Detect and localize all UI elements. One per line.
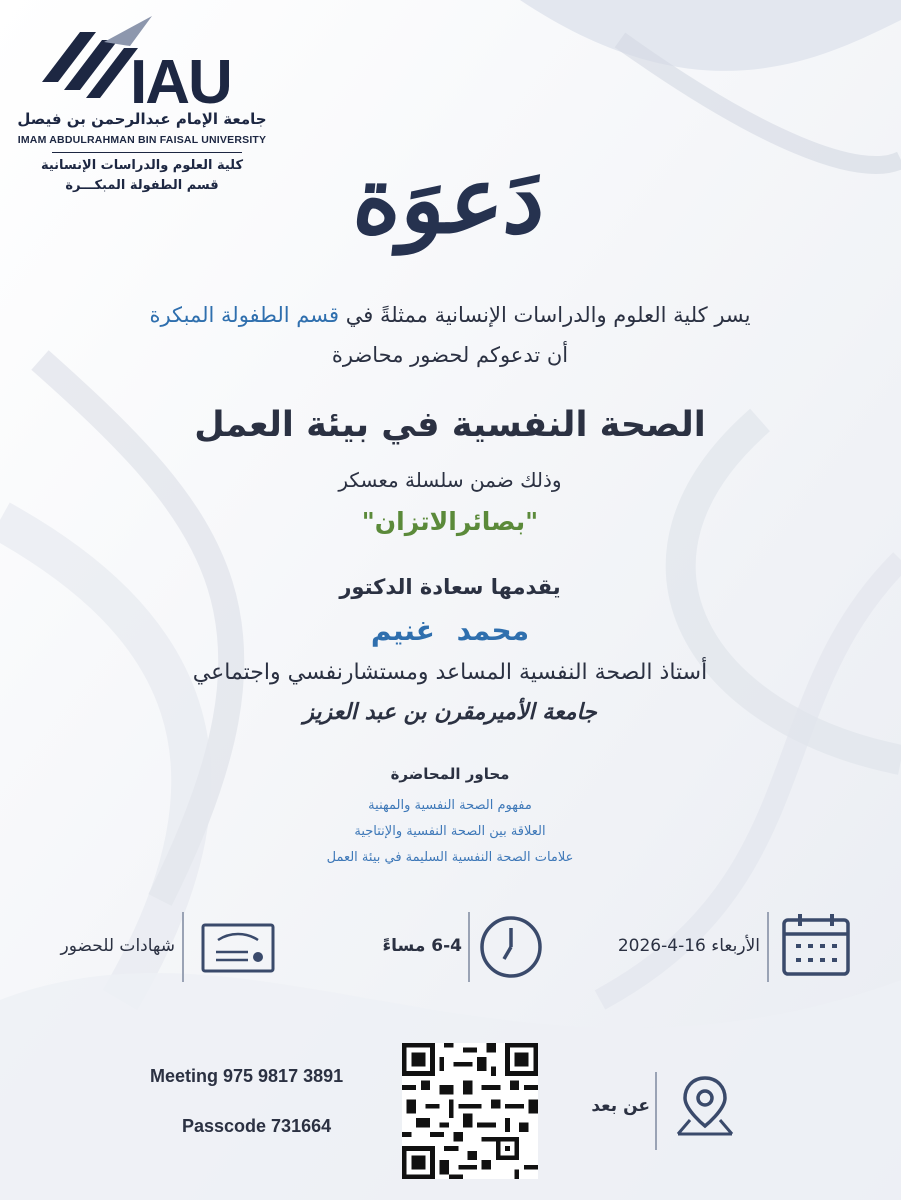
- certificate-icon: [200, 922, 276, 974]
- intro-line-1: [100, 303, 800, 327]
- university-name-en: IMAM ABDULRAHMAN BIN FAISAL UNIVERSITY: [17, 134, 267, 146]
- meeting-id: Meeting 975 9817 3891: [150, 1066, 344, 1086]
- presenter-intro: يقدمها سعادة الدكتور: [339, 575, 561, 599]
- divider: [655, 1072, 657, 1150]
- divider: [182, 912, 184, 982]
- college-name: كلية العلوم والدراسات الإنسانية: [40, 158, 244, 173]
- axes-list: [100, 793, 800, 871]
- intro-prefix: يسر كلية العلوم والدراسات الإنسانية ممثلةً في: [339, 303, 751, 327]
- presenter-name: محمد غنيم: [370, 614, 530, 647]
- department-highlight: قسم الطفولة المبكرة: [149, 303, 340, 327]
- bootcamp-name: "بصائرالاتزان": [361, 507, 539, 536]
- department-name: قسم الطفولة المبكـــرة: [65, 178, 219, 193]
- location-mode: عن بعد: [591, 1096, 650, 1116]
- axes-heading: محاور المحاضرة: [390, 765, 510, 783]
- invitation-title-text: دَعوَة: [348, 146, 552, 254]
- meeting-passcode: Passcode 731664: [182, 1116, 332, 1136]
- logo-divider: [52, 152, 242, 153]
- university-logo: [12, 12, 272, 197]
- intro-line-2: أن تدعوكم لحضور محاضرة: [331, 343, 569, 367]
- location-pin-icon: [672, 1072, 738, 1138]
- list-item: العلاقة بين الصحة النفسية والإنتاجية: [354, 824, 546, 839]
- list-item: مفهوم الصحة النفسية والمهنية: [368, 798, 532, 813]
- logo-abbreviation: IAU: [130, 48, 231, 117]
- presenter-university: جامعة الأميرمقرن بن عبد العزيز: [303, 700, 597, 725]
- invitation-title: [330, 130, 570, 270]
- qr-code[interactable]: [402, 1043, 538, 1179]
- divider: [468, 912, 470, 982]
- lecture-title: الصحة النفسية في بيئة العمل: [194, 405, 706, 445]
- divider: [767, 912, 769, 982]
- list-item: علامات الصحة النفسية السليمة في بيئة العمل: [326, 850, 574, 865]
- presenter-title: أستاذ الصحة النفسية المساعد ومستشارنفسي واجتماعي: [192, 660, 708, 685]
- event-time: 6-4 مساءً: [382, 936, 462, 956]
- clock-icon: [478, 914, 544, 980]
- event-date: الأربعاء 16-4-2026: [617, 936, 760, 956]
- series-line: وذلك ضمن سلسلة معسكر: [338, 468, 562, 492]
- calendar-icon: [780, 912, 852, 978]
- university-name-ar: جامعة الإمام عبدالرحمن بن فيصل: [17, 110, 267, 128]
- certificates-note: شهادات للحضور: [60, 936, 175, 956]
